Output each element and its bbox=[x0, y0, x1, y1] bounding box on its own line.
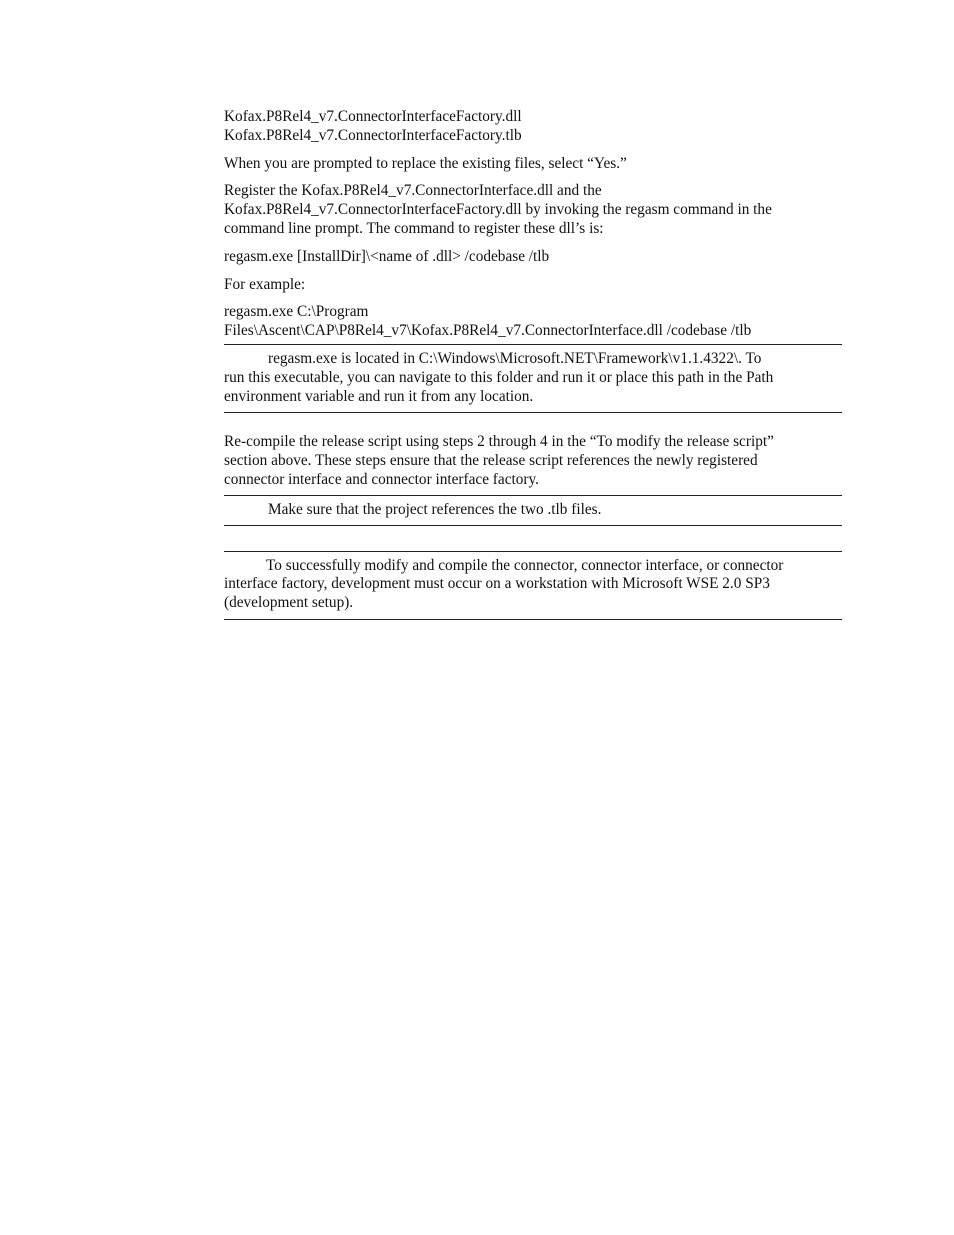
replace-files-instruction: When you are prompted to replace the existing files, select “Yes.” bbox=[224, 154, 627, 172]
note1-line-3: environment variable and run it from any location. bbox=[224, 387, 534, 405]
recompile-line-2: section above. These steps ensure that the release script references the newly registered bbox=[224, 452, 758, 470]
document-page bbox=[224, 108, 842, 620]
note-tlb-references bbox=[224, 495, 842, 526]
recompile-line-1: Re-compile the release script using steps 2 through 4 in the “To modify the release script” bbox=[224, 433, 774, 451]
file-name-tlb: Kofax.P8Rel4_v7.ConnectorInterfaceFactory.tlb bbox=[224, 126, 522, 144]
command-syntax: regasm.exe [InstallDir]\<name of .dll> /codebase /tlb bbox=[224, 247, 550, 265]
recompile-line-3: connector interface and connector interface factory. bbox=[224, 470, 539, 488]
register-instruction bbox=[224, 182, 842, 238]
example-line-1: regasm.exe C:\Program bbox=[224, 303, 369, 321]
example-line-2: Files\Ascent\CAP\P8Rel4_v7\Kofax.P8Rel4_v7.ConnectorInterface.dll /codebase /tlb bbox=[224, 322, 752, 340]
note-wse-requirement bbox=[224, 551, 842, 620]
register-line-2: Kofax.P8Rel4_v7.ConnectorInterfaceFactory.dll by invoking the regasm command in the bbox=[224, 201, 772, 219]
recompile-instruction bbox=[224, 433, 842, 489]
file-name-dll: Kofax.P8Rel4_v7.ConnectorInterfaceFactory.dll bbox=[224, 108, 522, 125]
note3-line-3: (development setup). bbox=[224, 594, 354, 612]
note1-line-2: run this executable, you can navigate to this folder and run it or place this path in the Path bbox=[224, 368, 774, 386]
note2-text: Make sure that the project references the two .tlb files. bbox=[268, 500, 602, 518]
note3-line-1: To successfully modify and compile the connector, connector interface, or connector bbox=[266, 556, 784, 574]
register-line-3: command line prompt. The command to register these dll’s is: bbox=[224, 219, 604, 237]
for-example-label: For example: bbox=[224, 275, 306, 293]
note3-line-2: interface factory, development must occur on a workstation with Microsoft WSE 2.0 SP3 bbox=[224, 575, 770, 593]
register-line-1: Register the Kofax.P8Rel4_v7.ConnectorInterface.dll and the bbox=[224, 182, 602, 200]
note1-line-1: regasm.exe is located in C:\Windows\Microsoft.NET\Framework\v1.1.4322\. To bbox=[268, 349, 762, 367]
command-example bbox=[224, 303, 842, 341]
file-list bbox=[224, 108, 842, 146]
note-regasm-location bbox=[224, 344, 842, 413]
